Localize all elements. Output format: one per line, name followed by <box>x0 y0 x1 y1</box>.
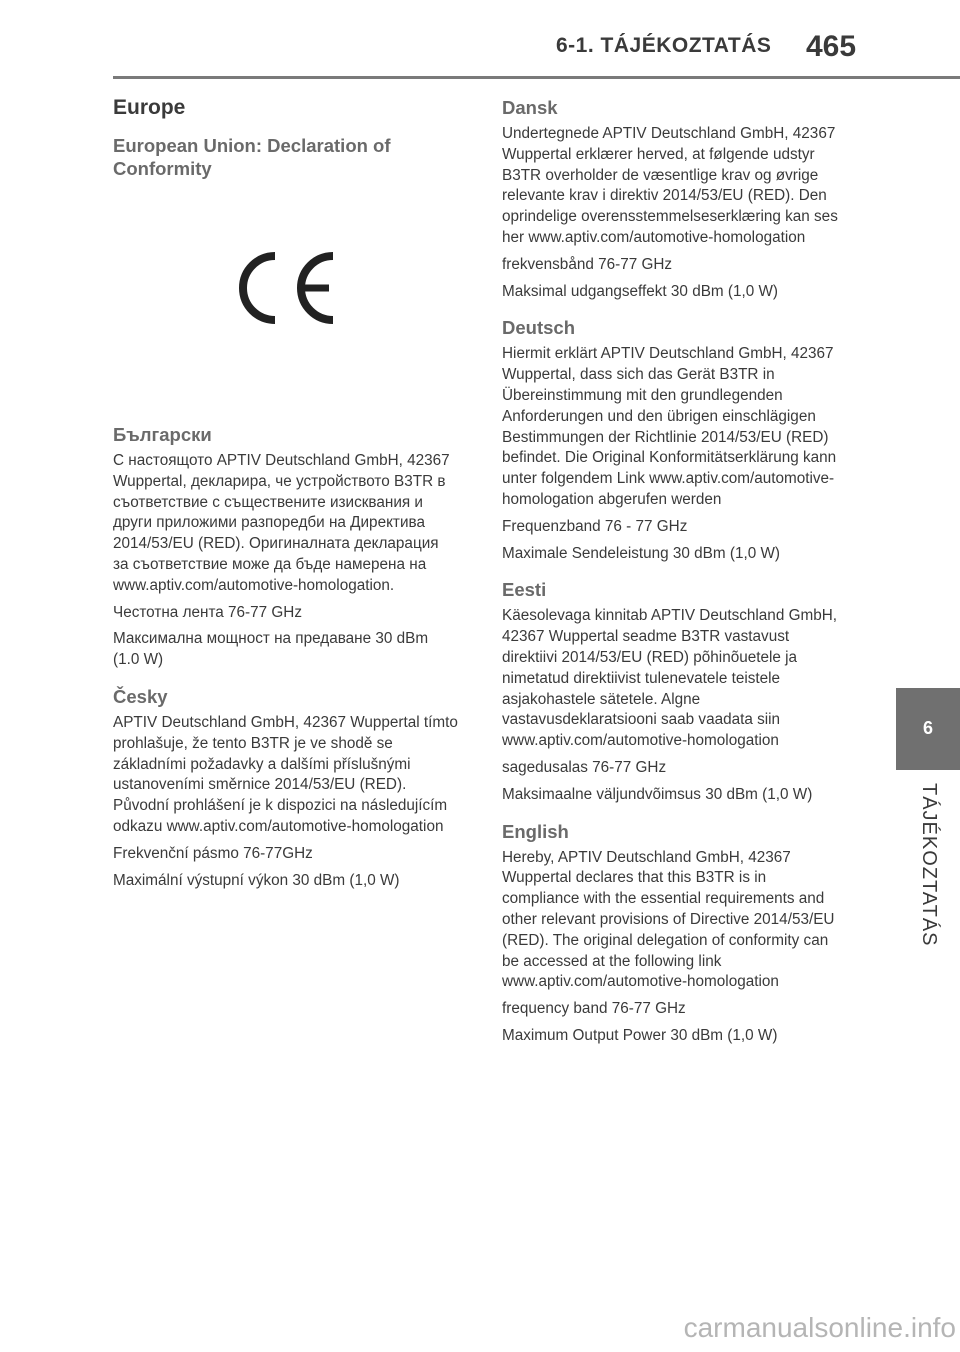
chapter-tab[interactable] <box>896 688 960 770</box>
max-power: Maximum Output Power 30 dBm (1,0 W) <box>502 1026 778 1044</box>
section-title: Dansk <box>502 97 558 118</box>
max-power: Maximální výstupní výkon 30 dBm (1,0 W) <box>113 871 400 889</box>
declaration-text: Undertegnede APTIV Deutschland GmbH, 42367 Wuppertal erklærer herved, at følgende udstyr B3TR overholder de væsentlige krav og øvrige relevante krav i direktiv 2014/53/EU (RED). Den oprindelige overensstemmelseserklæring kan ses her www.aptiv.com/automotive-homologation <box>502 125 838 246</box>
section-title: Deutsch <box>502 317 575 339</box>
chapter-side-label-text: TÁJÉKOZTATÁS <box>918 783 940 947</box>
max-power: Maksimal udgangseffekt 30 dBm (1,0 W) <box>502 282 779 300</box>
section-czech <box>113 685 458 891</box>
section-english <box>502 820 847 1047</box>
frequency-band: Frequenzband 76 - 77 GHz <box>502 517 688 535</box>
page-heading: Europe <box>113 96 186 119</box>
frequency-band: frequency band 76-77 GHz <box>502 1000 686 1018</box>
max-power: Maksimaalne väljundvõimsus 30 dBm (1,0 W) <box>502 785 813 803</box>
declaration-text: Käesolevaga kinnitab APTIV Deutschland GmbH, 42367 Wuppertal seadme B3TR vastavust direktiivi 2014/53/EU (RED) põhinõuetele ja nimetatud direktiivist tulenevatele teistele asjakohastele sätetele. Algne vastavusdeklaratsiooni saab vaadata siin www.aptiv.com/automotive-homologation <box>502 607 838 750</box>
max-power: Maximale Sendeleistung 30 dBm (1,0 W) <box>502 544 781 562</box>
frequency-band: Честотна лента 76-77 GHz <box>113 603 303 621</box>
chapter-tab-number: 6 <box>922 718 933 738</box>
declaration-text: Hereby, APTIV Deutschland GmbH, 42367 Wuppertal declares that this B3TR is in compliance with the essential requirements and other relevant provisions of Directive 2014/53/EU (RED). The original delegation of conformity can be accessed at the following link www.aptiv.com/automotive-homologation <box>502 848 835 991</box>
declaration-text: APTIV Deutschland GmbH, 42367 Wuppertal tímto prohlašuje, že tento B3TR je ve shodě se základními požadavky a dalšími příslušnými ustanoveními směrnice 2014/53/EU (RED). Původní prohlášení je k dispozici na následujícím odkazu www.aptiv.com/automotive-homologation <box>113 713 458 835</box>
frequency-band: sagedusalas 76-77 GHz <box>502 758 667 776</box>
right-column <box>502 96 847 1061</box>
declaration-text: Hiermit erklärt APTIV Deutschland GmbH, 42367 Wuppertal, dass sich das Gerät B3TR in Übereinstimmung mit den grundlegenden Anforderungen und den übrigen einschlägigen Bestimmungen der Richtlinie 2014/53/EU (RED) befindet. Die Original Konformitätserklärung kann unter folgendem Link www.aptiv.com/automotive-homologation abgerufen werden <box>502 345 837 508</box>
section-german <box>502 316 847 564</box>
frequency-band: frekvensbånd 76-77 GHz <box>502 255 673 273</box>
header-title: 6-1. TÁJÉKOZTATÁS <box>556 34 772 57</box>
section-title: Česky <box>113 685 168 707</box>
section-title: Eesti <box>502 579 547 601</box>
section-title: Български <box>113 424 212 445</box>
chapter-side-label <box>888 783 960 953</box>
declaration-heading: European Union: Declaration of Conformity <box>113 135 391 179</box>
ce-mark-area <box>113 188 458 423</box>
watermark: carmanualsonline.info <box>683 1312 956 1343</box>
section-title: English <box>502 820 569 842</box>
max-power: Максимална мощност на предаване 30 dBm (1.0 W) <box>113 630 429 669</box>
header-rule <box>113 76 960 79</box>
page-number: 465 <box>806 30 857 63</box>
frequency-band: Frekvenční pásmo 76-77GHz <box>113 844 313 862</box>
declaration-text: С настоящото APTIV Deutschland GmbH, 42367 Wuppertal, декларира, че устройството B3TR в съответствие с съществените изисквания и други приложими разпоредби на Директива 2014/53/EU (RED). Оригиналната декларация за съответствие може да бъде намерена на www.aptiv.com/automotive-homologation. <box>113 452 450 594</box>
section-bulgarian <box>113 423 458 671</box>
section-danish <box>502 96 847 302</box>
ce-mark-icon <box>231 248 341 328</box>
left-column <box>113 96 458 905</box>
section-estonian <box>502 578 847 805</box>
